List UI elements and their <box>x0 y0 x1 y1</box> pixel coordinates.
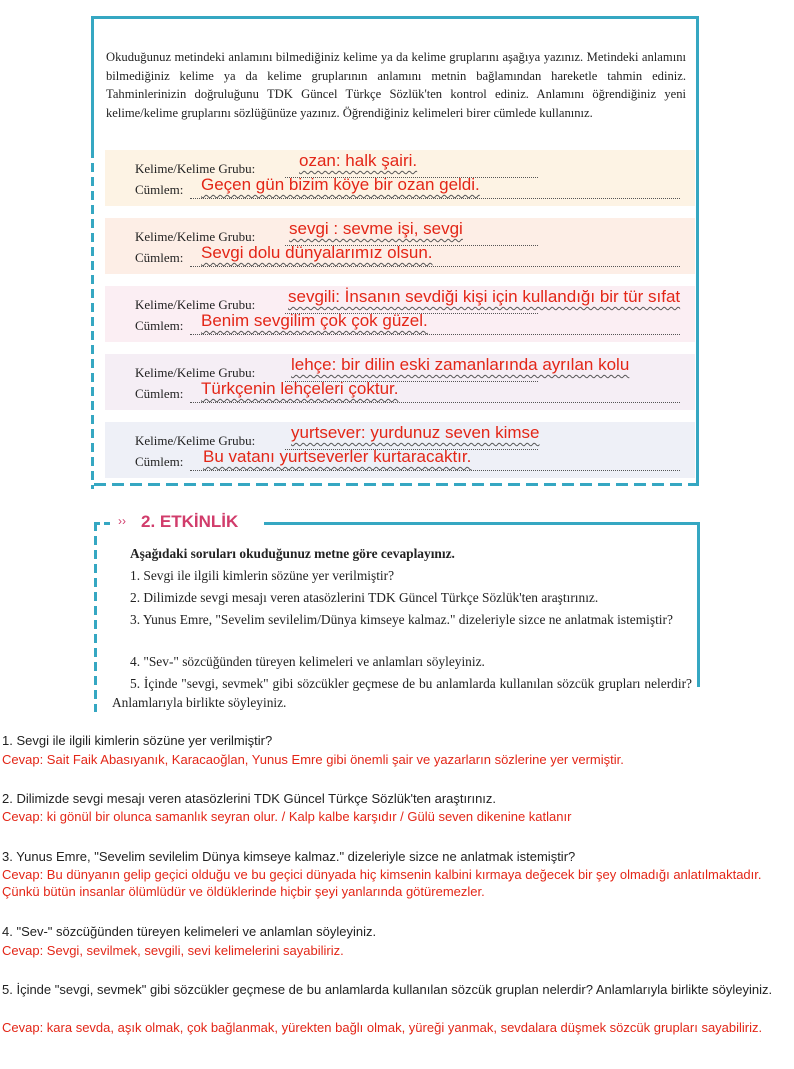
answer-text: Cevap: ki gönül bir olunca samanlık seyran olur. / Kalp kalbe karşıdır / Gülü seven dikenine katlanır <box>2 809 572 824</box>
sentence-label: Cümlem: <box>135 250 184 265</box>
word-label: Kelime/Kelime Grubu: <box>135 161 256 176</box>
activity-question: 3. Yunus Emre, "Sevelim sevilelim/Dünya kimseye kalmaz." dizeleriyle sizce ne anlatmak istemiştir? <box>130 612 673 627</box>
sentence-answer: Benim sevgilim çok çok güzel. <box>201 311 428 330</box>
word-label: Kelime/Kelime Grubu: <box>135 297 256 312</box>
sentence-label: Cümlem: <box>135 318 184 333</box>
answer-question: 2. Dilimizde sevgi mesajı veren atasözlerini TDK Güncel Türkçe Sözlük'ten araştırınız. <box>2 791 497 806</box>
vocab-row <box>105 286 695 342</box>
activity-title: 2. ETKİNLİK <box>141 512 239 531</box>
word-answer: sevgili: İnsanın sevdiği kişi için kullandığı bir tür sıfat <box>288 287 681 306</box>
activity-question: 1. Sevgi ile ilgili kimlerin sözüne yer verilmiştir? <box>130 568 395 583</box>
word-answer: yurtsever: yurdunuz seven kimse <box>291 423 540 442</box>
answer-text: Cevap: Bu dünyanın gelip geçici olduğu ve bu geçici dünyada hiç kimsenin kalbini kırmaya değecek bir şey olmadığı anlatılmaktadır. Çünkü bütün insanlar ölümlüdür ve öldüklerinde hiçbir şeyi yanlarında götüremezler. <box>2 867 762 899</box>
activity-instruction: Aşağıdaki soruları okuduğunuz metne göre cevaplayınız. <box>130 546 455 561</box>
answer-question: 3. Yunus Emre, "Sevelim sevilelim Dünya kimseye kalmaz." dizeleriyle sizce ne anlatmak istemiştir? <box>2 849 576 864</box>
sentence-answer: Bu vatanı yurtseverler kurtaracaktır. <box>203 447 472 466</box>
answer-text: Cevap: Sevgi, sevilmek, sevgili, sevi kelimelerini sayabiliriz. <box>2 943 344 958</box>
vocab-row <box>105 150 695 206</box>
word-label: Kelime/Kelime Grubu: <box>135 365 256 380</box>
activity-question: 5. İçinde "sevgi, sevmek" gibi sözcükler geçmese de bu anlamlarda kullanılan sözcük grupları nelerdir? Anlamlarıyla birlikte söyleyiniz. <box>112 676 692 710</box>
answer-question: 5. İçinde "sevgi, sevmek" gibi sözcükler geçmese de bu anlamlarda kullanılan sözcük gruplan nelerdir? Anlamlarıyla birlikte söyleyiniz. <box>2 982 773 997</box>
answer-question: 4. "Sev-" sözcüğünden türeyen kelimeleri ve anlamlan söyleyiniz. <box>2 924 377 939</box>
sentence-answer: Sevgi dolu dünyalarımız olsun. <box>201 243 433 262</box>
sentence-label: Cümlem: <box>135 454 184 469</box>
answer-question: 1. Sevgi ile ilgili kimlerin sözüne yer verilmiştir? <box>2 733 273 748</box>
word-answer: lehçe: bir dilin eski zamanlarında ayrılan kolu <box>291 355 630 374</box>
word-answer: sevgi : sevme işi, sevgi <box>289 219 463 238</box>
sentence-answer: Türkçenin lehçeleri çoktur. <box>201 379 399 398</box>
activity-question: 2. Dilimizde sevgi mesajı veren atasözlerini TDK Güncel Türkçe Sözlük'ten araştırınız. <box>130 590 599 605</box>
word-label: Kelime/Kelime Grubu: <box>135 229 256 244</box>
sentence-label: Cümlem: <box>135 182 184 197</box>
answer-text: Cevap: Sait Faik Abasıyanık, Karacaoğlan, Yunus Emre gibi önemli şair ve yazarların sözlerine yer vermiştir. <box>2 752 624 767</box>
sentence-answer: Geçen gün bizim köye bir ozan geldi. <box>201 175 480 194</box>
double-arrow-icon: ›› <box>118 514 126 528</box>
vocab-row <box>105 422 695 478</box>
vocab-row <box>105 218 695 274</box>
answer-text: Cevap: kara sevda, aşık olmak, çok bağlanmak, yürekten bağlı olmak, yüreği yanmak, sevdalara düşmek sözcük grupları sayabiliriz. <box>2 1020 763 1035</box>
word-answer: ozan: halk şairi. <box>299 151 418 170</box>
word-label: Kelime/Kelime Grubu: <box>135 433 256 448</box>
vocab-row <box>105 354 695 410</box>
sentence-label: Cümlem: <box>135 386 184 401</box>
activity-question: 4. "Sev-" sözcüğünden türeyen kelimeleri ve anlamları söyleyiniz. <box>130 654 485 669</box>
vocabulary-instructions: Okuduğunuz metindeki anlamını bilmediğiniz kelime ya da kelime gruplarını aşağıya yazınız. Metindeki anlamını bilmediğiniz kelime ya da kelime gruplarının anlamını metnin bağlamından hareketle tahmin ediniz. Tahminlerinizin doğruluğunu TDK Güncel Türkçe Sözlük'ten kontrol ediniz. Anlamını öğrendiğiniz yeni kelime/kelime gruplarını sözlüğünüze yazınız. Öğrendiğiniz kelimeleri birer cümlede kullanınız. <box>106 50 686 120</box>
